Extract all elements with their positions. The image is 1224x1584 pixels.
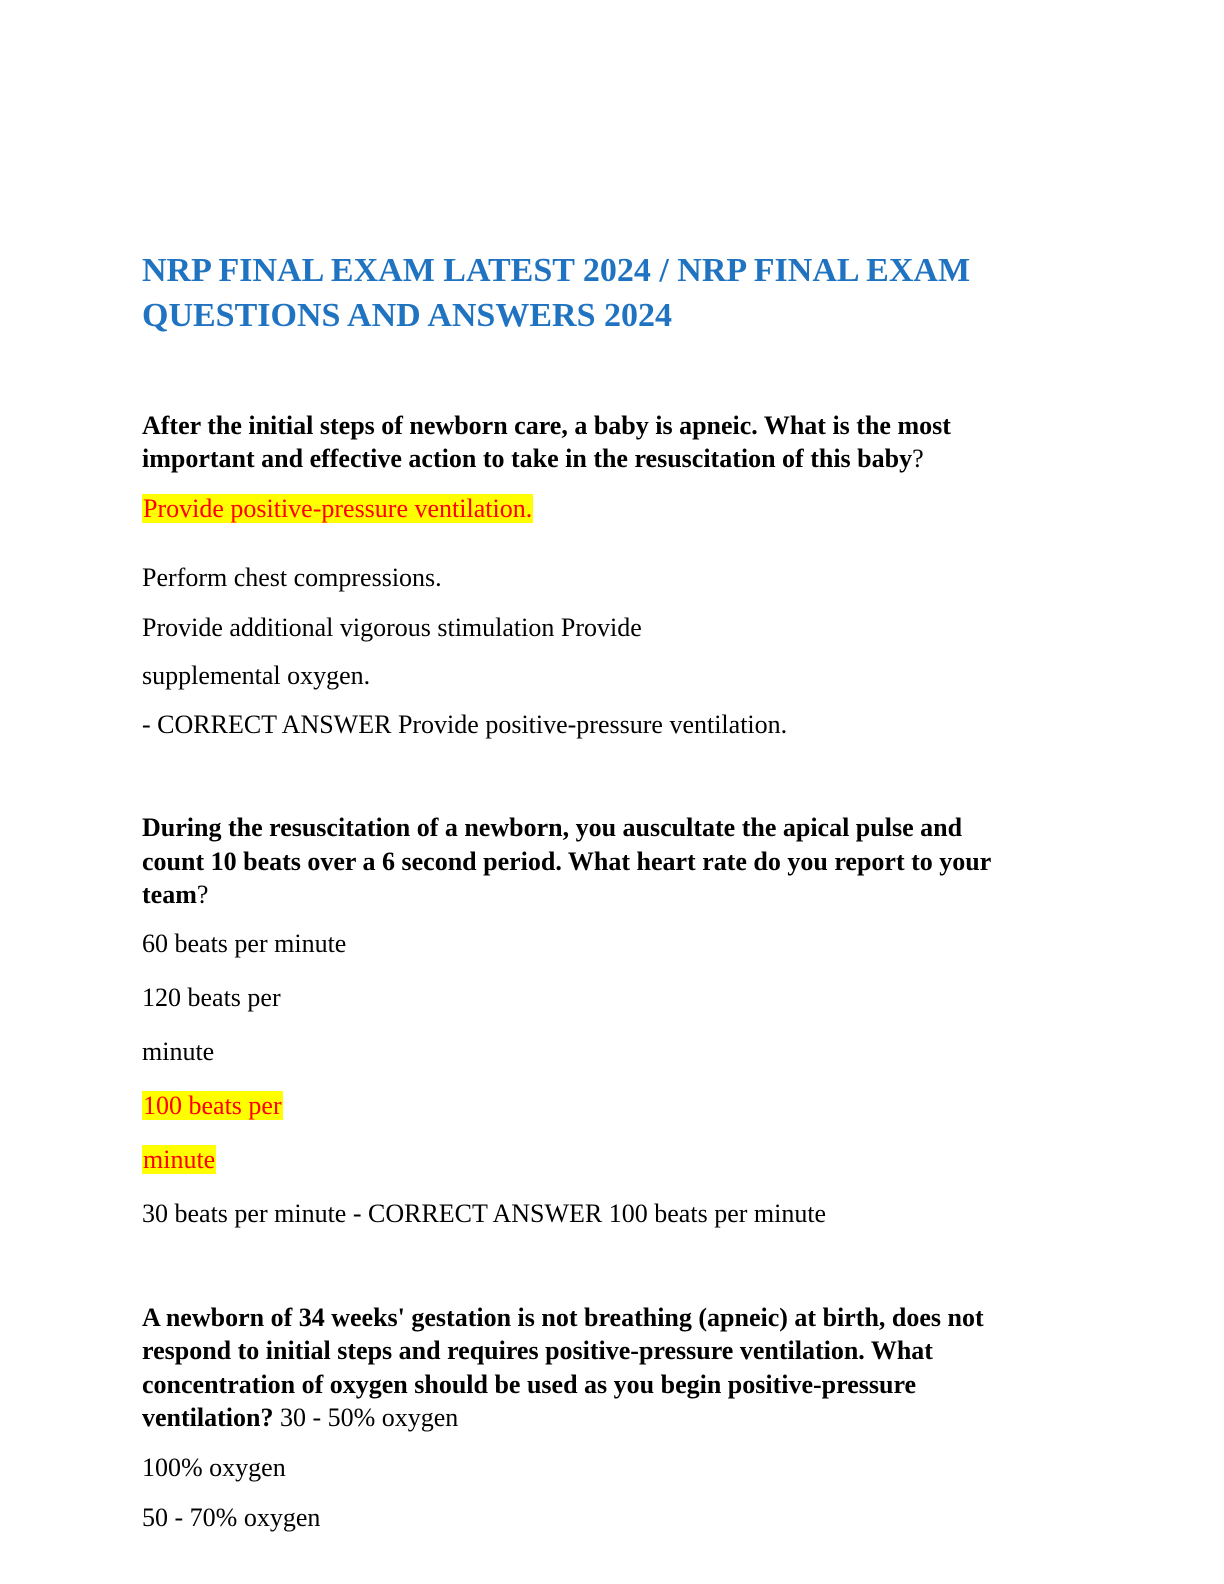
- q2-highlighted-answer: [142, 1143, 216, 1177]
- question-3-text: ventilation?: [142, 1403, 274, 1432]
- question-3-line-4: [142, 1401, 458, 1435]
- q1-highlighted-answer: [142, 492, 533, 526]
- question-1-line-2: [142, 442, 924, 476]
- highlight-text: 100 beats per: [143, 1091, 282, 1120]
- q2-highlighted-answer: [142, 1089, 283, 1123]
- q3-option: 50 - 70% oxygen: [142, 1503, 321, 1532]
- highlight-text: Provide positive-pressure ventilation.: [143, 494, 533, 523]
- question-2-mark: ?: [196, 880, 209, 909]
- q1-option: Provide additional vigorous stimulation Provide: [142, 613, 642, 642]
- q1-option: Perform chest compressions.: [142, 563, 442, 592]
- highlight-text: minute: [143, 1145, 216, 1174]
- q3-option-inline: 30 - 50% oxygen: [273, 1403, 459, 1432]
- question-1-line-1: After the initial steps of newborn care, a baby is apneic. What is the most: [142, 411, 951, 440]
- question-1-mark: ?: [912, 444, 924, 473]
- q1-correct-answer: - CORRECT ANSWER Provide positive-pressure ventilation.: [142, 710, 788, 739]
- question-2-text: team: [142, 880, 197, 909]
- page-title-line-1: NRP FINAL EXAM LATEST 2024 / NRP FINAL EXAM: [142, 252, 971, 289]
- question-1-text: important and effective action to take in the resuscitation of this baby: [142, 444, 913, 473]
- page-title-line-2: QUESTIONS AND ANSWERS 2024: [142, 297, 672, 334]
- question-2-line-3: [142, 878, 208, 912]
- q2-option: 120 beats per: [142, 983, 281, 1012]
- q2-correct-answer: 30 beats per minute - CORRECT ANSWER 100 beats per minute: [142, 1199, 827, 1228]
- question-2-line-2: count 10 beats over a 6 second period. What heart rate do you report to your: [142, 847, 992, 876]
- q1-option: supplemental oxygen.: [142, 661, 371, 690]
- question-3-line-1: A newborn of 34 weeks' gestation is not breathing (apneic) at birth, does not: [142, 1303, 984, 1332]
- q2-option: minute: [142, 1037, 215, 1066]
- question-3-line-2: respond to initial steps and requires positive-pressure ventilation. What: [142, 1336, 933, 1365]
- question-3-line-3: concentration of oxygen should be used as you begin positive-pressure: [142, 1370, 917, 1399]
- question-2-line-1: During the resuscitation of a newborn, you auscultate the apical pulse and: [142, 813, 963, 842]
- q3-option: 100% oxygen: [142, 1453, 286, 1482]
- q2-option: 60 beats per minute: [142, 929, 347, 958]
